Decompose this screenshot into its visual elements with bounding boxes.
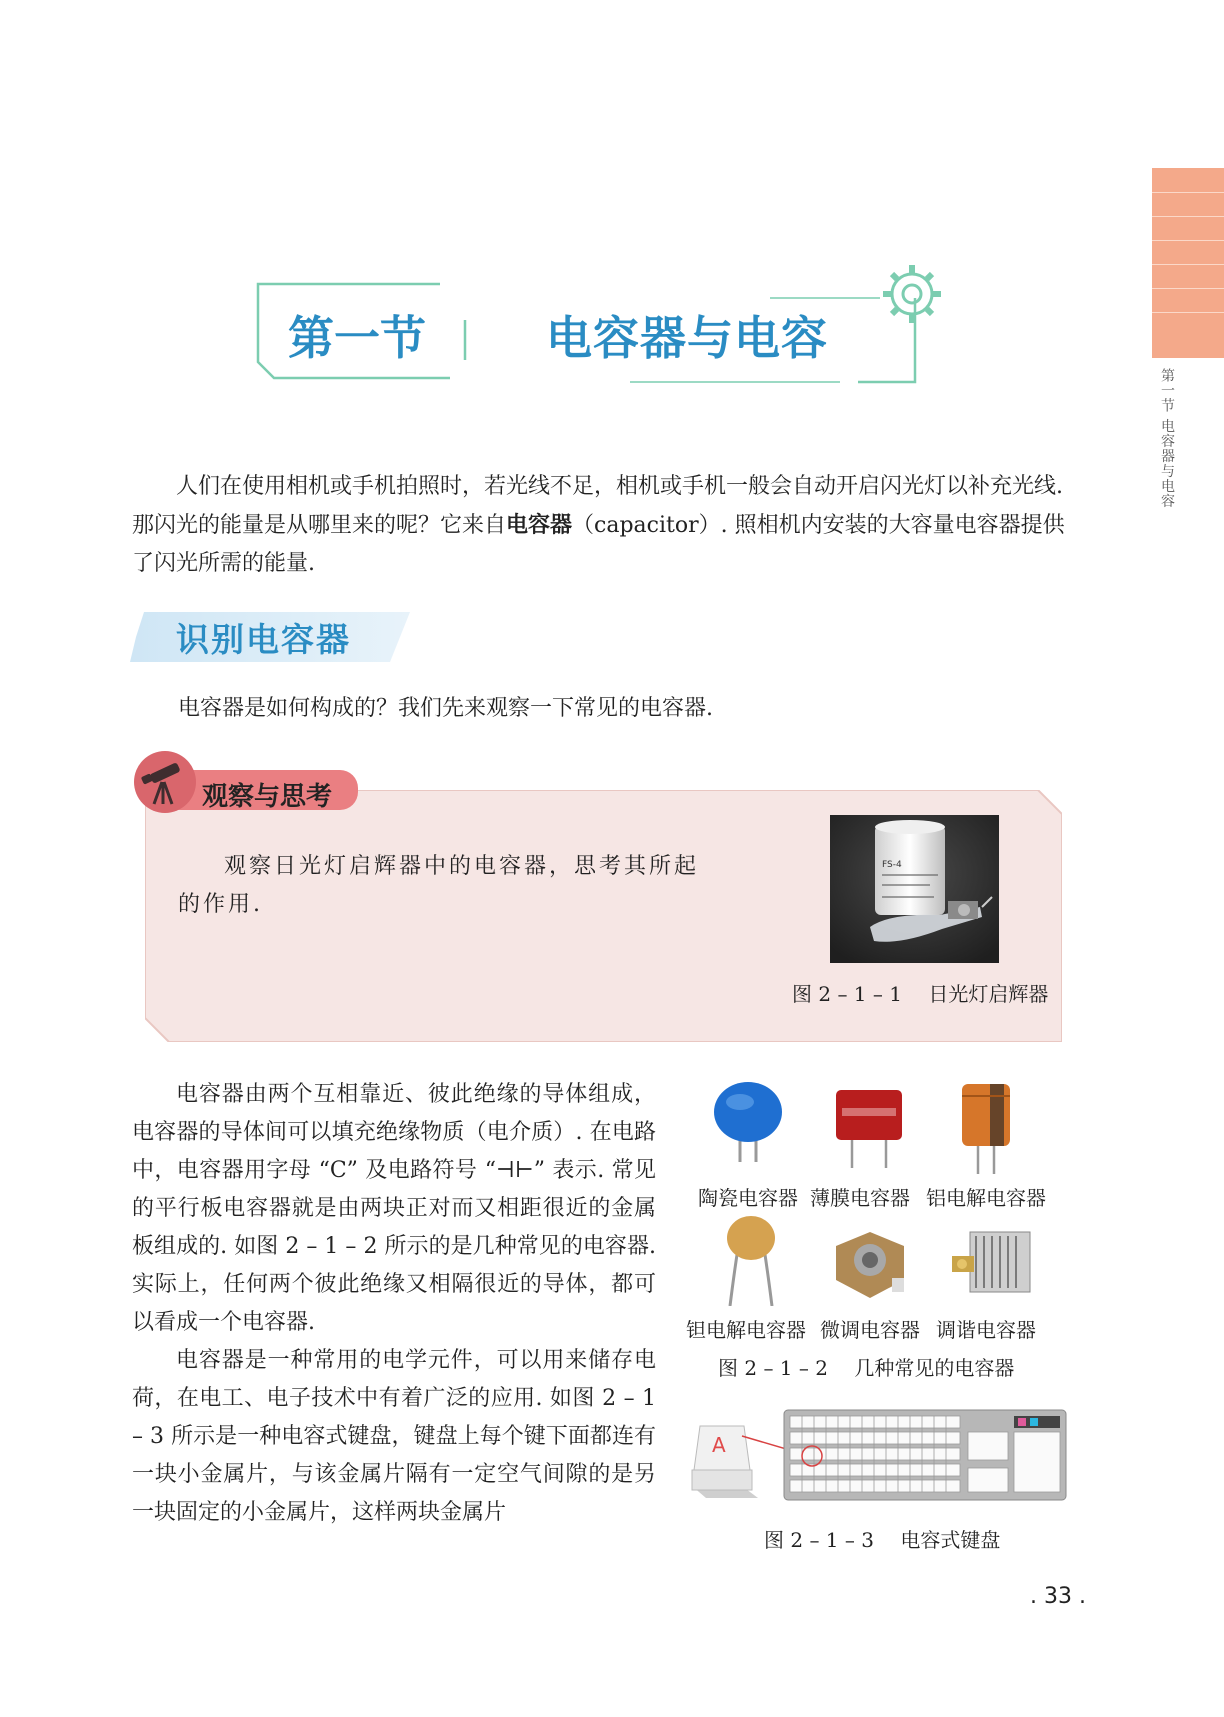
component-label: 陶瓷电容器 [698,1186,798,1210]
section-number: 第一节 [288,311,426,365]
observe-badge-label: 观察与思考 [202,782,333,812]
capacitive-keyboard-image [686,1408,1070,1512]
body-paragraph-2: 电容器是一种常用的电学元件，可以用来储存电荷，在电工、电子技术中有着广泛的应用. 如图 2 – 1 – 3 所示是一种电容式键盘，键盘上每个键下面都连有一块小金属片，与该金属片隔有一定空气间隙的是另一块固定的小金属片，这样两块金属片 [132,1348,656,1525]
component-label: 调谐电容器 [936,1318,1036,1342]
figure-caption-2-1-3: 图 2 – 1 – 3 电容式键盘 [764,1528,1001,1552]
starter-photo [830,815,999,963]
svg-text:FS-4: FS-4 [882,860,902,870]
figure-caption-2-1-2: 图 2 – 1 – 2 几种常见的电容器 [718,1356,1015,1380]
trimmer-capacitor-image [832,1228,908,1302]
component-label: 铝电解电容器 [926,1186,1046,1210]
component-label: 钽电解电容器 [686,1318,806,1342]
tuning-capacitor-image [950,1222,1036,1304]
component-label: 薄膜电容器 [810,1186,910,1210]
tantalum-capacitor-image [720,1214,782,1306]
component-label: 微调电容器 [820,1318,920,1342]
observe-text: 观察日光灯启辉器中的电容器，思考其所起的作用. [178,854,700,917]
film-capacitor-image [834,1088,904,1168]
intro-paragraph: 人们在使用相机或手机拍照时，若光线不足，相机或手机一般会自动开启闪光灯以补充光线. 那闪光的能量是从哪里来的呢？它来自电容器（capacitor）. 照相机内安装的大容量电容器提供了闪光所需的能量. [132,474,1065,576]
figure-caption-2-1-1: 图 2 – 1 – 1 日光灯启辉器 [792,982,1049,1006]
side-tab [1152,168,1224,358]
gear-icon [883,265,941,323]
page-title: 电容器与电容 [546,311,828,365]
page-number: . 33 . [1030,1584,1086,1609]
side-section-label: 第一节 电容器与电容 [1159,368,1175,509]
section-heading: 识别电容器 [176,620,351,659]
aluminum-electrolytic-capacitor-image [956,1082,1016,1174]
ceramic-capacitor-image [710,1082,786,1162]
body-text [132,1076,656,1532]
lead-paragraph: 电容器是如何构成的？我们先来观察一下常见的电容器. [178,696,713,721]
body-paragraph-1: 电容器由两个互相靠近、彼此绝缘的导体组成，电容器的导体间可以填充绝缘物质（电介质）. 在电路中，电容器用字母 “C” 及电路符号 “⊣⊢” 表示. 常见的平行板电容器就是由两块正对而又相距很近的金属板组成的. 如图 2 – 1 – 2 所示的是几种常见的电容器. 实际上，任何两个彼此绝缘又相隔很近的导体，都可以看成一个电容器. [132,1082,656,1335]
key-closeup [692,1426,758,1498]
key-letter: A [712,1433,726,1457]
term-capacitor: 电容器 [506,512,573,538]
